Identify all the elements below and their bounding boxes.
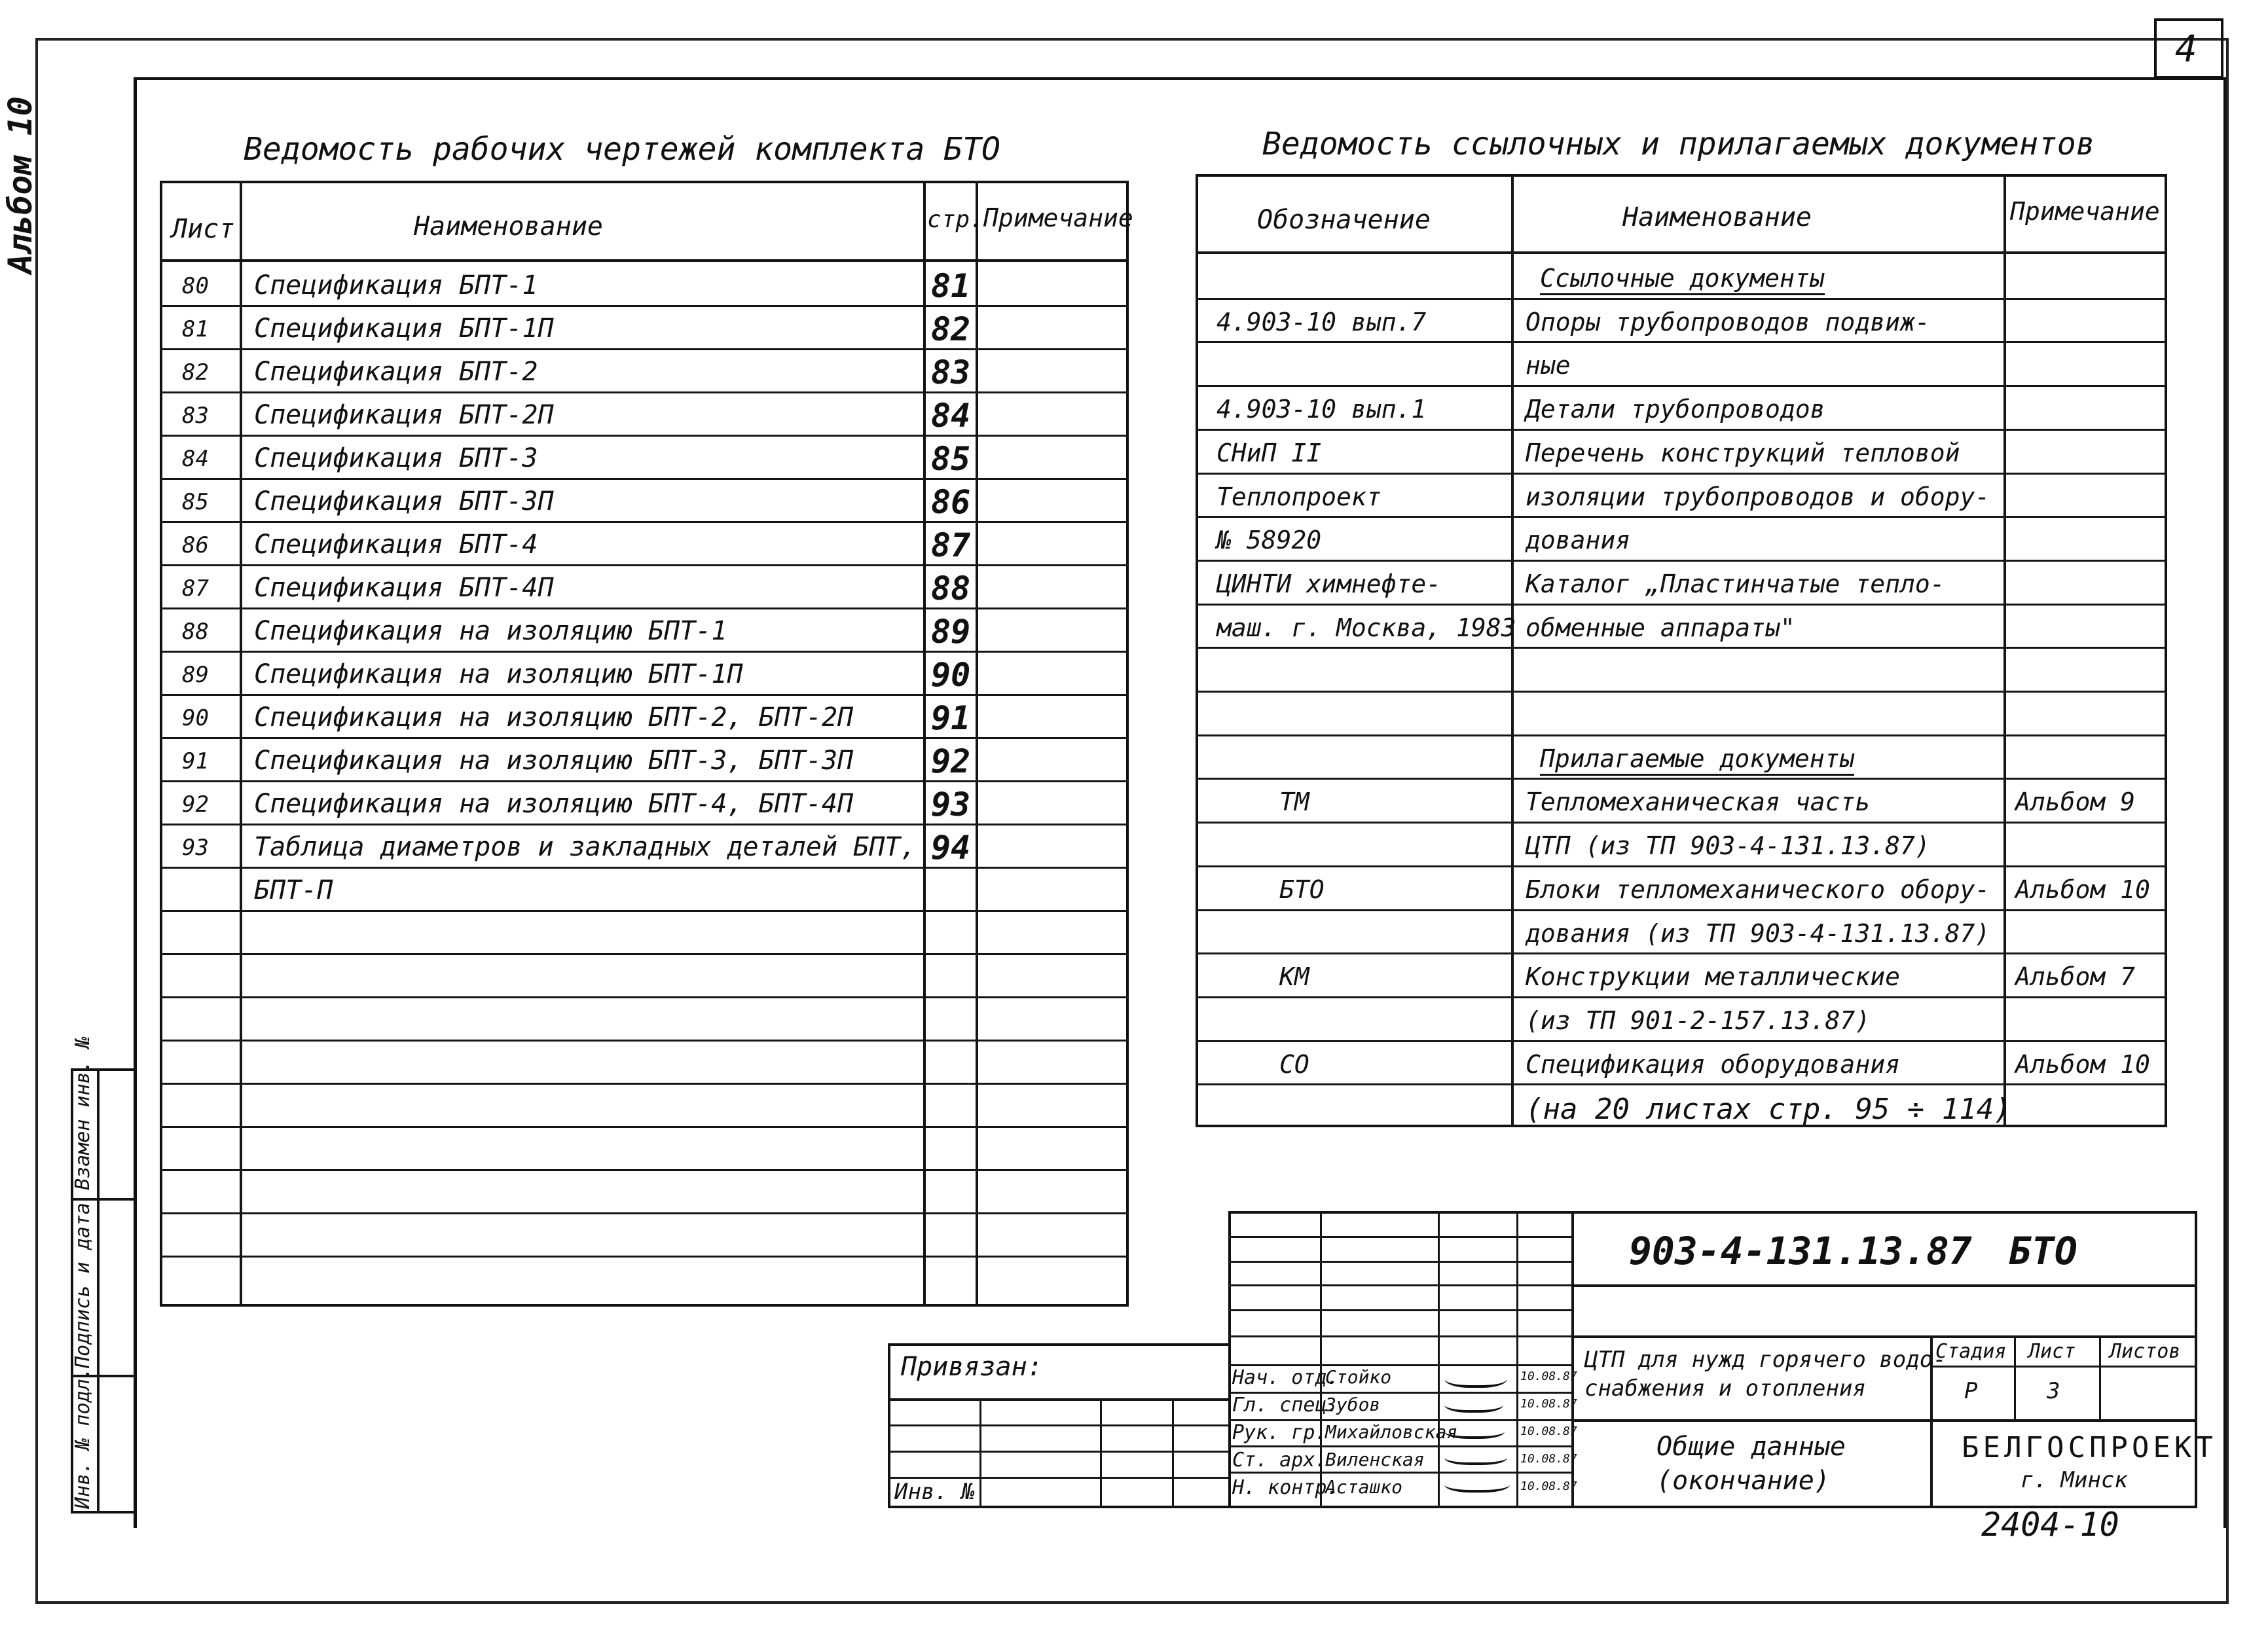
- stamp-name: Виленская: [1325, 1449, 1425, 1470]
- row-divider: [1196, 560, 2167, 562]
- row-divider: [1196, 604, 2167, 606]
- left-row-sheet: 90: [182, 705, 209, 731]
- left-row-page: 83: [931, 353, 971, 391]
- right-row-name: (на 20 листах стр. 95 ÷ 114): [1526, 1093, 2011, 1126]
- left-row-name: Таблица диаметров и закладных деталей БПТ,: [254, 832, 917, 862]
- sheets-label: Листов: [2110, 1340, 2181, 1363]
- row-divider: [1196, 909, 2167, 911]
- right-row-name: изоляции трубопроводов и обору-: [1526, 482, 1990, 511]
- right-row-name: дования (из ТП 903-4-131.13.87): [1526, 919, 1990, 948]
- row-divider: [1228, 1284, 1571, 1286]
- row-divider: [160, 953, 1129, 955]
- right-row-name: Опоры трубопроводов подвиж-: [1526, 308, 1930, 336]
- stamp-role: Нач. отд.: [1232, 1366, 1339, 1389]
- right-row-name: Конструкции металлические: [1526, 962, 1900, 991]
- stamp-role: Ст. арх.: [1232, 1449, 1327, 1472]
- row-divider: [160, 1083, 1129, 1085]
- left-row-name: Спецификация на изоляцию БПТ-1: [254, 616, 727, 646]
- left-row-name: Спецификация БПТ-4П: [254, 573, 554, 603]
- row-divider: [1228, 1261, 1571, 1263]
- left-row-name: БПТ-П: [254, 875, 333, 905]
- right-row-note: Альбом 7: [2015, 962, 2136, 991]
- right-header-note: Примечание: [2010, 197, 2160, 226]
- right-header-name: Наименование: [1622, 202, 1812, 232]
- signature-mark: [1444, 1473, 1510, 1493]
- row-divider: [1196, 1083, 2167, 1085]
- row-divider: [160, 1169, 1129, 1171]
- stamp-role: Рук. гр.: [1232, 1421, 1327, 1444]
- stamp-role: Гл. спец.: [1232, 1394, 1339, 1417]
- row-divider: [160, 521, 1129, 523]
- bottom-number: 2404-10: [1981, 1506, 2119, 1544]
- sheet-value: 3: [2047, 1378, 2060, 1404]
- right-row-name: Перечень конструкций тепловой: [1526, 439, 1960, 467]
- row-divider: [1196, 952, 2167, 954]
- left-row-name: Спецификация на изоляцию БПТ-4, БПТ-4П: [254, 789, 854, 819]
- left-row-sheet: 84: [182, 446, 209, 472]
- right-row-name: обменные аппараты": [1526, 613, 1795, 642]
- right-section-heading: Ссылочные документы: [1540, 266, 1825, 295]
- row-divider: [160, 824, 1129, 825]
- row-divider: [1196, 865, 2167, 867]
- row-divider: [1196, 1040, 2167, 1042]
- left-row-sheet: 89: [182, 662, 209, 688]
- left-row-sheet: 92: [182, 791, 209, 818]
- row-divider: [1196, 996, 2167, 998]
- row-divider: [1196, 298, 2167, 300]
- album-side-label: Альбом 10: [1, 96, 39, 274]
- right-row-name: (из ТП 901-2-157.13.87): [1526, 1006, 1871, 1035]
- left-row-name: Спецификация БПТ-4: [254, 530, 538, 560]
- row-divider: [1228, 1335, 1571, 1337]
- left-row-page: 85: [931, 440, 971, 478]
- stamp-role: Н. контр.: [1232, 1476, 1339, 1499]
- signature-mark: [1444, 1421, 1505, 1439]
- replace-inv-label: Взамен инв. №: [71, 1036, 94, 1190]
- row-divider: [1196, 341, 2167, 343]
- row-divider: [160, 996, 1129, 998]
- left-row-name: Спецификация на изоляцию БПТ-1П: [254, 659, 743, 689]
- left-row-sheet: 91: [182, 748, 209, 774]
- row-divider: [160, 651, 1129, 653]
- signature-mark: [1444, 1393, 1503, 1413]
- right-row-designation: № 58920: [1216, 526, 1322, 554]
- project-title-line2: снабжения и отопления: [1584, 1375, 1866, 1402]
- left-header-sheet: Лист: [172, 214, 235, 244]
- left-row-page: 87: [931, 526, 971, 564]
- left-row-sheet: 83: [182, 403, 209, 429]
- left-row-name: Спецификация БПТ-1: [254, 270, 538, 300]
- right-header-designation: Обозначение: [1257, 205, 1431, 235]
- organization-city: г. Минск: [2021, 1467, 2128, 1493]
- row-divider: [160, 305, 1129, 307]
- left-row-sheet: 87: [182, 575, 209, 602]
- inv-number-label: Инв. №: [894, 1479, 975, 1505]
- right-row-designation: КМ: [1279, 962, 1309, 991]
- right-row-name: Спецификация оборудования: [1526, 1050, 1900, 1079]
- left-header-page: стр.: [927, 206, 984, 233]
- left-row-page: 92: [931, 742, 971, 780]
- document-set: БТО: [2009, 1229, 2077, 1273]
- sheet-title-line1: Общие данные: [1656, 1432, 1846, 1462]
- attached-label: Привязан:: [901, 1352, 1043, 1382]
- row-divider: [1196, 647, 2167, 649]
- right-row-designation: маш. г. Москва, 1983: [1216, 613, 1516, 642]
- stamp-name: Михайловская: [1325, 1421, 1458, 1443]
- right-row-name: ные: [1526, 351, 1571, 380]
- row-divider: [1196, 473, 2167, 475]
- row-divider: [160, 391, 1129, 393]
- right-row-designation: 4.903-10 вып.1: [1216, 395, 1427, 424]
- row-divider: [160, 1040, 1129, 1042]
- stamp-date: 10.08.87: [1520, 1397, 1577, 1411]
- row-divider: [160, 1256, 1129, 1258]
- row-divider: [1228, 1472, 1571, 1474]
- row-divider: [160, 867, 1129, 869]
- right-row-designation: Теплопроект: [1216, 482, 1381, 511]
- left-header-note: Примечание: [983, 204, 1133, 232]
- row-divider: [160, 910, 1129, 912]
- signature-mark: [1444, 1366, 1507, 1388]
- sheet-title-line2: (окончание): [1656, 1466, 1830, 1496]
- left-row-name: Спецификация БПТ-3П: [254, 486, 554, 516]
- left-row-sheet: 82: [182, 359, 209, 386]
- right-table-title: Ведомость ссылочных и прилагаемых документов: [1262, 126, 2095, 162]
- row-divider: [1196, 691, 2167, 693]
- row-divider: [160, 435, 1129, 437]
- project-title-line1: ЦТП для нужд горячего водо-: [1584, 1347, 1947, 1373]
- right-row-name: Каталог „Пластинчатые тепло-: [1526, 570, 1945, 598]
- right-row-note: Альбом 9: [2015, 788, 2136, 816]
- left-row-page: 81: [931, 267, 971, 305]
- row-divider: [1196, 822, 2167, 824]
- row-divider: [160, 607, 1129, 609]
- right-row-name: дования: [1526, 526, 1631, 554]
- left-row-name: Спецификация БПТ-3: [254, 443, 538, 473]
- row-divider: [160, 478, 1129, 480]
- row-divider: [1228, 1309, 1571, 1311]
- stamp-date: 10.08.87: [1520, 1452, 1577, 1466]
- left-row-name: Спецификация БПТ-2: [254, 357, 538, 387]
- stamp-name: Стойко: [1325, 1366, 1392, 1388]
- sheet-label: Лист: [2028, 1340, 2076, 1363]
- stamp-name: Асташко: [1325, 1476, 1403, 1498]
- document-code: 903-4-131.13.87: [1629, 1229, 1972, 1273]
- left-row-page: 89: [931, 613, 971, 651]
- row-divider: [1196, 385, 2167, 387]
- right-row-designation: ТМ: [1279, 788, 1309, 816]
- left-row-name: Спецификация БПТ-2П: [254, 400, 554, 430]
- left-row-sheet: 85: [182, 489, 209, 515]
- right-section-heading: Прилагаемые документы: [1540, 746, 1854, 776]
- left-row-page: 91: [931, 699, 971, 737]
- left-row-page: 88: [931, 570, 971, 607]
- right-row-name: Блоки тепломеханического обору-: [1526, 875, 1990, 904]
- row-divider: [160, 780, 1129, 782]
- left-row-sheet: 88: [182, 619, 209, 645]
- right-row-designation: БТО: [1279, 875, 1325, 904]
- left-row-name: Спецификация БПТ-1П: [254, 314, 554, 344]
- sheet-number: 4: [2175, 28, 2197, 71]
- stamp-name: Зубов: [1325, 1394, 1381, 1415]
- row-divider: [160, 348, 1129, 350]
- right-row-name: Детали трубопроводов: [1526, 395, 1825, 424]
- signature-date-label: Подпись и дата: [71, 1203, 94, 1368]
- row-divider: [160, 694, 1129, 696]
- left-row-sheet: 86: [182, 532, 209, 558]
- left-row-page: 90: [931, 656, 971, 694]
- left-row-page: 82: [931, 310, 971, 348]
- row-divider: [1228, 1445, 1571, 1447]
- left-row-page: 84: [931, 397, 971, 435]
- row-divider: [1196, 516, 2167, 518]
- row-divider: [1196, 734, 2167, 736]
- row-divider: [160, 1126, 1129, 1128]
- row-divider: [160, 564, 1129, 566]
- stage-value: Р: [1964, 1378, 1978, 1404]
- left-row-name: Спецификация на изоляцию БПТ-2, БПТ-2П: [254, 702, 854, 733]
- right-row-designation: СНиП II: [1216, 439, 1322, 467]
- right-row-name: Тепломеханическая часть: [1526, 788, 1871, 816]
- signature-mark: [1444, 1447, 1507, 1465]
- right-row-designation: СО: [1279, 1050, 1309, 1079]
- stage-label: Стадия: [1935, 1340, 2007, 1363]
- left-row-sheet: 81: [182, 316, 209, 342]
- organization: БЕЛГОСПРОЕКТ: [1962, 1431, 2217, 1464]
- stamp-date: 10.08.87: [1520, 1479, 1577, 1493]
- right-row-designation: ЦИНТИ химнефте-: [1216, 570, 1442, 598]
- left-row-page: 86: [931, 483, 971, 521]
- inv-podl-label: Инв. № подл.: [71, 1367, 94, 1509]
- stamp-date: 10.08.87: [1520, 1424, 1577, 1438]
- row-divider: [160, 1212, 1129, 1214]
- row-divider: [1196, 778, 2167, 780]
- right-row-name: ЦТП (из ТП 903-4-131.13.87): [1526, 831, 1930, 860]
- left-row-sheet: 80: [182, 273, 209, 299]
- row-divider: [160, 737, 1129, 739]
- left-row-sheet: 93: [182, 835, 209, 861]
- right-row-note: Альбом 10: [2015, 1050, 2150, 1079]
- left-table-title: Ведомость рабочих чертежей комплекта БТО: [244, 131, 1000, 168]
- row-divider: [1196, 429, 2167, 431]
- left-row-page: 93: [931, 786, 971, 824]
- row-divider: [1228, 1236, 1571, 1238]
- right-row-designation: 4.903-10 вып.7: [1216, 308, 1427, 336]
- left-header-name: Наименование: [414, 211, 603, 242]
- stamp-date: 10.08.87: [1520, 1369, 1577, 1383]
- left-row-name: Спецификация на изоляцию БПТ-3, БПТ-3П: [254, 746, 854, 776]
- left-row-page: 94: [931, 829, 971, 867]
- right-row-note: Альбом 10: [2015, 875, 2150, 904]
